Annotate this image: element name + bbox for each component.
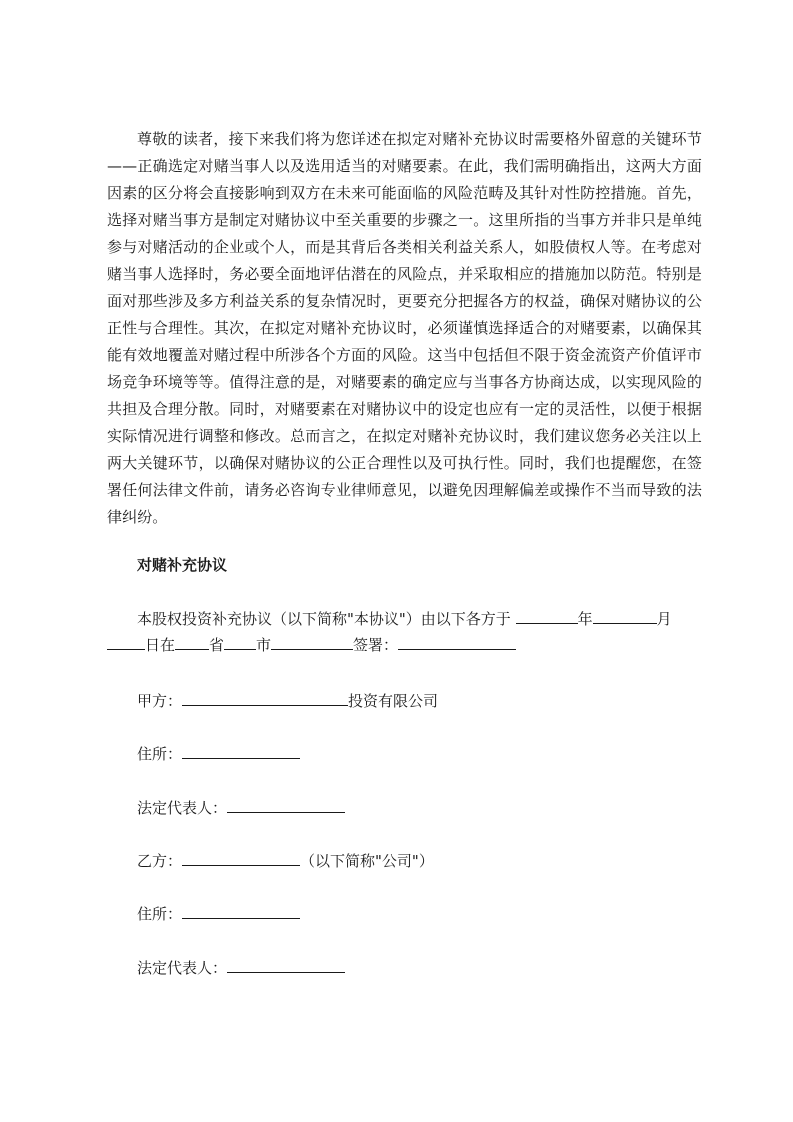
year-label: 年 (577, 610, 593, 628)
party-a-rep-blank (227, 798, 345, 813)
province-blank (175, 635, 209, 650)
party-b-rep-line (137, 957, 345, 979)
party-b-line (137, 850, 434, 872)
province-label: 省 (209, 636, 225, 654)
month-blank (593, 609, 657, 624)
signed-label: 签署： (353, 636, 399, 654)
party-b-label: 乙方： (137, 852, 183, 870)
city-label: 市 (256, 636, 272, 654)
party-a-suffix: 投资有限公司 (348, 692, 439, 710)
party-b-address-label: 住所： (137, 905, 183, 923)
day-blank (107, 635, 145, 650)
party-a-rep-line (137, 797, 345, 819)
party-a-line (137, 690, 438, 712)
party-a-name-blank (182, 691, 348, 706)
party-a-address-line (137, 743, 300, 765)
year-blank (516, 609, 578, 624)
party-b-suffix: （以下简称"公司"） (300, 852, 434, 870)
day-label: 日在 (145, 636, 176, 654)
party-a-rep-label: 法定代表人： (137, 799, 228, 817)
party-b-address-blank (182, 904, 300, 919)
signature-blank (398, 635, 516, 650)
party-b-name-blank (182, 851, 300, 866)
agreement-title: 对赌补充协议 (137, 556, 228, 574)
party-a-address-label: 住所： (137, 745, 183, 763)
agreement-intro (107, 606, 702, 658)
party-b-rep-blank (227, 958, 345, 973)
agreement-intro-lead: 本股权投资补充协议（以下简称"本协议"）由以下各方于 (137, 610, 511, 628)
party-a-address-blank (182, 744, 300, 759)
party-a-label: 甲方： (137, 692, 183, 710)
city-blank (224, 635, 256, 650)
month-label: 月 (656, 610, 672, 628)
intro-paragraph: 尊敬的读者，接下来我们将为您详述在拟定对赌补充协议时需要格外留意的关键环节——正确选定对赌当事人以及选用适当的对赌要素。在此，我们需明确指出，这两大方面因素的区分将会直接影响到双方在未来可能面临的风险范畴及其针对性防控措施。首先，选择对赌当事方是制定对赌协议中至关重要的步骤之一。这里所指的当事方并非只是单纯参与对赌活动的企业或个人，而是其背后各类相关利益关系人，如股债权人等。在考虑对赌当事人选择时，务必要全面地评估潜在的风险点，并采取相应的措施加以防范。特别是面对那些涉及多方利益关系的复杂情况时，更要充分把握各方的权益，确保对赌协议的公正性与合理性。其次，在拟定对赌补充协议时，必须谨慎选择适合的对赌要素，以确保其能有效地覆盖对赌过程中所涉各个方面的风险。这当中包括但不限于资金流资产价值评市场竞争环境等等。值得注意的是，对赌要素的确定应与当事各方协商达成，以实现风险的共担及合理分散。同时，对赌要素在对赌协议中的设定也应有一定的灵活性，以便于根据实际情况进行调整和修改。总而言之，在拟定对赌补充协议时，我们建议您务必关注以上两大关键环节，以确保对赌协议的公正合理性以及可执行性。同时，我们也提醒您，在签署任何法律文件前，请务必咨询专业律师意见，以避免因理解偏差或操作不当而导致的法律纠纷。 (107, 130, 702, 526)
party-b-address-line (137, 903, 300, 925)
party-b-rep-label: 法定代表人： (137, 959, 228, 977)
location-blank (271, 635, 353, 650)
